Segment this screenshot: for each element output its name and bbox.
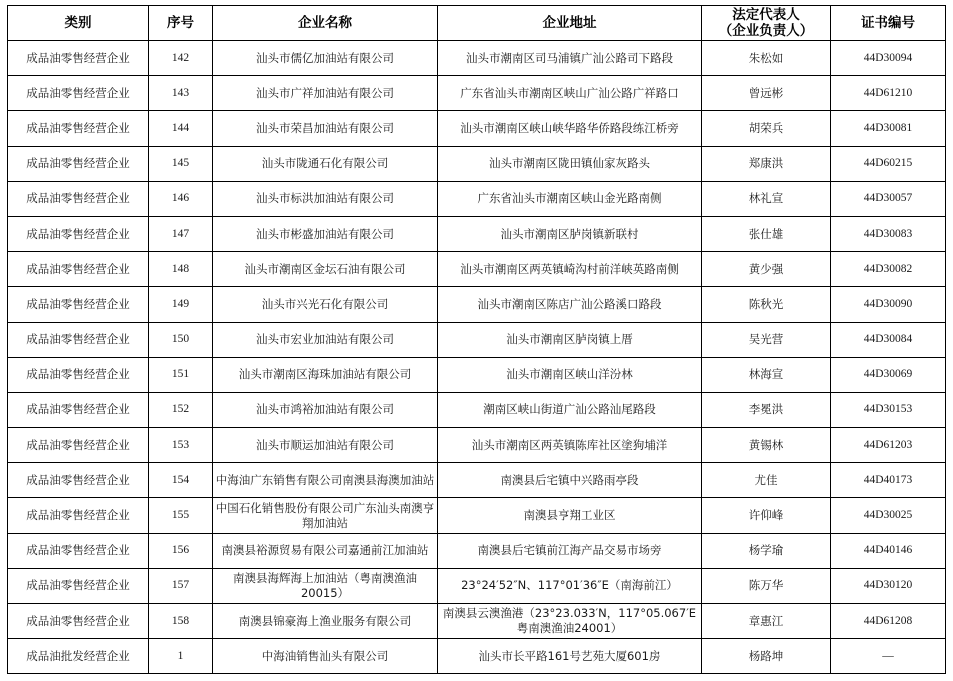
cell-category: 成品油零售经营企业 — [8, 111, 149, 146]
cell-seq: 154 — [149, 463, 213, 498]
cell-name: 南澳县海辉海上加油站（粤南澳渔油20015） — [213, 568, 438, 603]
enterprise-table — [7, 5, 946, 674]
table-row — [8, 146, 946, 181]
cell-name: 汕头市标洪加油站有限公司 — [213, 181, 438, 216]
cell-address: 汕头市长平路161号艺苑大厦601房 — [438, 639, 702, 674]
table-row — [8, 252, 946, 287]
table-row — [8, 357, 946, 392]
table-row — [8, 428, 946, 463]
cell-cert: 44D30094 — [831, 41, 946, 76]
cell-category: 成品油零售经营企业 — [8, 498, 149, 533]
cell-rep: 胡荣兵 — [702, 111, 831, 146]
table-row — [8, 604, 946, 639]
cell-address: 广东省汕头市潮南区峡山广汕公路广祥路口 — [438, 76, 702, 111]
cell-rep: 陈秋光 — [702, 287, 831, 322]
table-row — [8, 463, 946, 498]
cell-seq: 144 — [149, 111, 213, 146]
cell-category: 成品油零售经营企业 — [8, 181, 149, 216]
cell-address: 汕头市潮南区两英镇崎沟村前洋峡英路南侧 — [438, 252, 702, 287]
cell-category: 成品油零售经营企业 — [8, 41, 149, 76]
cell-category: 成品油零售经营企业 — [8, 392, 149, 427]
cell-name: 汕头市儒亿加油站有限公司 — [213, 41, 438, 76]
cell-cert: 44D30084 — [831, 322, 946, 357]
cell-name: 汕头市宏业加油站有限公司 — [213, 322, 438, 357]
cell-name: 南澳县锦豪海上渔业服务有限公司 — [213, 604, 438, 639]
cell-name: 汕头市荣昌加油站有限公司 — [213, 111, 438, 146]
table-row — [8, 181, 946, 216]
table-row — [8, 287, 946, 322]
cell-rep: 黄少强 — [702, 252, 831, 287]
cell-rep: 林海宣 — [702, 357, 831, 392]
cell-name: 中国石化销售股份有限公司广东汕头南澳亨翔加油站 — [213, 498, 438, 533]
cell-cert: 44D30057 — [831, 181, 946, 216]
cell-address: 汕头市潮南区峡山峡华路华侨路段练江桥旁 — [438, 111, 702, 146]
cell-name: 汕头市顺运加油站有限公司 — [213, 428, 438, 463]
table-row — [8, 392, 946, 427]
cell-category: 成品油零售经营企业 — [8, 604, 149, 639]
cell-address: 南澳县后宅镇前江海产品交易市场旁 — [438, 533, 702, 568]
table-row — [8, 533, 946, 568]
cell-seq: 155 — [149, 498, 213, 533]
cell-rep: 杨路坤 — [702, 639, 831, 674]
header-seq: 序号 — [149, 6, 213, 41]
cell-address: 汕头市潮南区胪岗镇新联村 — [438, 216, 702, 251]
cell-cert: 44D40173 — [831, 463, 946, 498]
cell-cert: 44D30153 — [831, 392, 946, 427]
cell-category: 成品油零售经营企业 — [8, 533, 149, 568]
cell-rep: 许仰峰 — [702, 498, 831, 533]
cell-cert: 44D30083 — [831, 216, 946, 251]
cell-category: 成品油零售经营企业 — [8, 357, 149, 392]
cell-address: 南澳县云澳渔港（23°23.033′N，117°05.067′E粤南澳渔油24001） — [438, 604, 702, 639]
cell-address: 南澳县亨翔工业区 — [438, 498, 702, 533]
cell-name: 汕头市广祥加油站有限公司 — [213, 76, 438, 111]
cell-name: 汕头市潮南区金坛石油有限公司 — [213, 252, 438, 287]
cell-cert: 44D30120 — [831, 568, 946, 603]
header-address: 企业地址 — [438, 6, 702, 41]
cell-seq: 145 — [149, 146, 213, 181]
cell-cert: 44D30090 — [831, 287, 946, 322]
cell-address: 南澳县后宅镇中兴路雨亭段 — [438, 463, 702, 498]
cell-seq: 146 — [149, 181, 213, 216]
cell-cert: 44D30082 — [831, 252, 946, 287]
table-header — [8, 6, 946, 41]
cell-rep: 陈万华 — [702, 568, 831, 603]
cell-rep: 尤佳 — [702, 463, 831, 498]
cell-name: 汕头市彬盛加油站有限公司 — [213, 216, 438, 251]
cell-name: 汕头市鸿裕加油站有限公司 — [213, 392, 438, 427]
cell-address: 汕头市潮南区司马浦镇广汕公路司下路段 — [438, 41, 702, 76]
cell-category: 成品油零售经营企业 — [8, 463, 149, 498]
table-row — [8, 111, 946, 146]
cell-rep: 黄锡林 — [702, 428, 831, 463]
cell-cert: 44D61208 — [831, 604, 946, 639]
cell-category: 成品油零售经营企业 — [8, 76, 149, 111]
cell-cert: 44D40146 — [831, 533, 946, 568]
cell-name: 汕头市潮南区海珠加油站有限公司 — [213, 357, 438, 392]
table-row — [8, 216, 946, 251]
cell-cert: 44D30081 — [831, 111, 946, 146]
cell-seq: 153 — [149, 428, 213, 463]
cell-seq: 157 — [149, 568, 213, 603]
cell-category: 成品油零售经营企业 — [8, 428, 149, 463]
cell-name: 中海油广东销售有限公司南澳县海澳加油站 — [213, 463, 438, 498]
table-row — [8, 76, 946, 111]
header-cert: 证书编号 — [831, 6, 946, 41]
cell-category: 成品油零售经营企业 — [8, 252, 149, 287]
table-row — [8, 639, 946, 674]
cell-address: 汕头市潮南区两英镇陈库社区塗狗埔洋 — [438, 428, 702, 463]
cell-rep: 章惠江 — [702, 604, 831, 639]
cell-address: 汕头市潮南区陈店广汕公路溪口路段 — [438, 287, 702, 322]
cell-seq: 152 — [149, 392, 213, 427]
cell-seq: 156 — [149, 533, 213, 568]
cell-rep: 张仕雄 — [702, 216, 831, 251]
table-row — [8, 498, 946, 533]
header-rep: 法定代表人 （企业负责人） — [702, 6, 831, 41]
cell-rep: 李冕洪 — [702, 392, 831, 427]
cell-cert: — — [831, 639, 946, 674]
cell-cert: 44D60215 — [831, 146, 946, 181]
cell-name: 汕头市兴光石化有限公司 — [213, 287, 438, 322]
table-row — [8, 322, 946, 357]
header-row — [8, 6, 946, 41]
cell-address: 汕头市潮南区峡山洋汾林 — [438, 357, 702, 392]
cell-rep: 郑康洪 — [702, 146, 831, 181]
cell-address: 23°24′52″N、117°01′36″E（南海前江） — [438, 568, 702, 603]
cell-rep: 吴光营 — [702, 322, 831, 357]
cell-category: 成品油零售经营企业 — [8, 322, 149, 357]
cell-seq: 151 — [149, 357, 213, 392]
cell-category: 成品油零售经营企业 — [8, 216, 149, 251]
cell-seq: 148 — [149, 252, 213, 287]
cell-rep: 曾远彬 — [702, 76, 831, 111]
cell-seq: 158 — [149, 604, 213, 639]
table-body — [8, 41, 946, 674]
cell-address: 汕头市潮南区陇田镇仙家灰路头 — [438, 146, 702, 181]
cell-seq: 147 — [149, 216, 213, 251]
cell-category: 成品油批发经营企业 — [8, 639, 149, 674]
header-name: 企业名称 — [213, 6, 438, 41]
cell-cert: 44D61203 — [831, 428, 946, 463]
cell-name: 南澳县裕源贸易有限公司嘉通前江加油站 — [213, 533, 438, 568]
cell-seq: 142 — [149, 41, 213, 76]
cell-seq: 1 — [149, 639, 213, 674]
table-row — [8, 568, 946, 603]
cell-cert: 44D61210 — [831, 76, 946, 111]
cell-name: 汕头市陇通石化有限公司 — [213, 146, 438, 181]
cell-name: 中海油销售汕头有限公司 — [213, 639, 438, 674]
cell-address: 汕头市潮南区胪岗镇上厝 — [438, 322, 702, 357]
table-row — [8, 41, 946, 76]
cell-category: 成品油零售经营企业 — [8, 287, 149, 322]
cell-rep: 林礼宣 — [702, 181, 831, 216]
cell-seq: 150 — [149, 322, 213, 357]
cell-rep: 朱松如 — [702, 41, 831, 76]
cell-address: 广东省汕头市潮南区峡山金光路南侧 — [438, 181, 702, 216]
cell-category: 成品油零售经营企业 — [8, 568, 149, 603]
cell-seq: 143 — [149, 76, 213, 111]
header-category: 类别 — [8, 6, 149, 41]
cell-category: 成品油零售经营企业 — [8, 146, 149, 181]
cell-address: 潮南区峡山街道广汕公路汕尾路段 — [438, 392, 702, 427]
cell-rep: 杨学瑜 — [702, 533, 831, 568]
cell-cert: 44D30069 — [831, 357, 946, 392]
cell-seq: 149 — [149, 287, 213, 322]
cell-cert: 44D30025 — [831, 498, 946, 533]
